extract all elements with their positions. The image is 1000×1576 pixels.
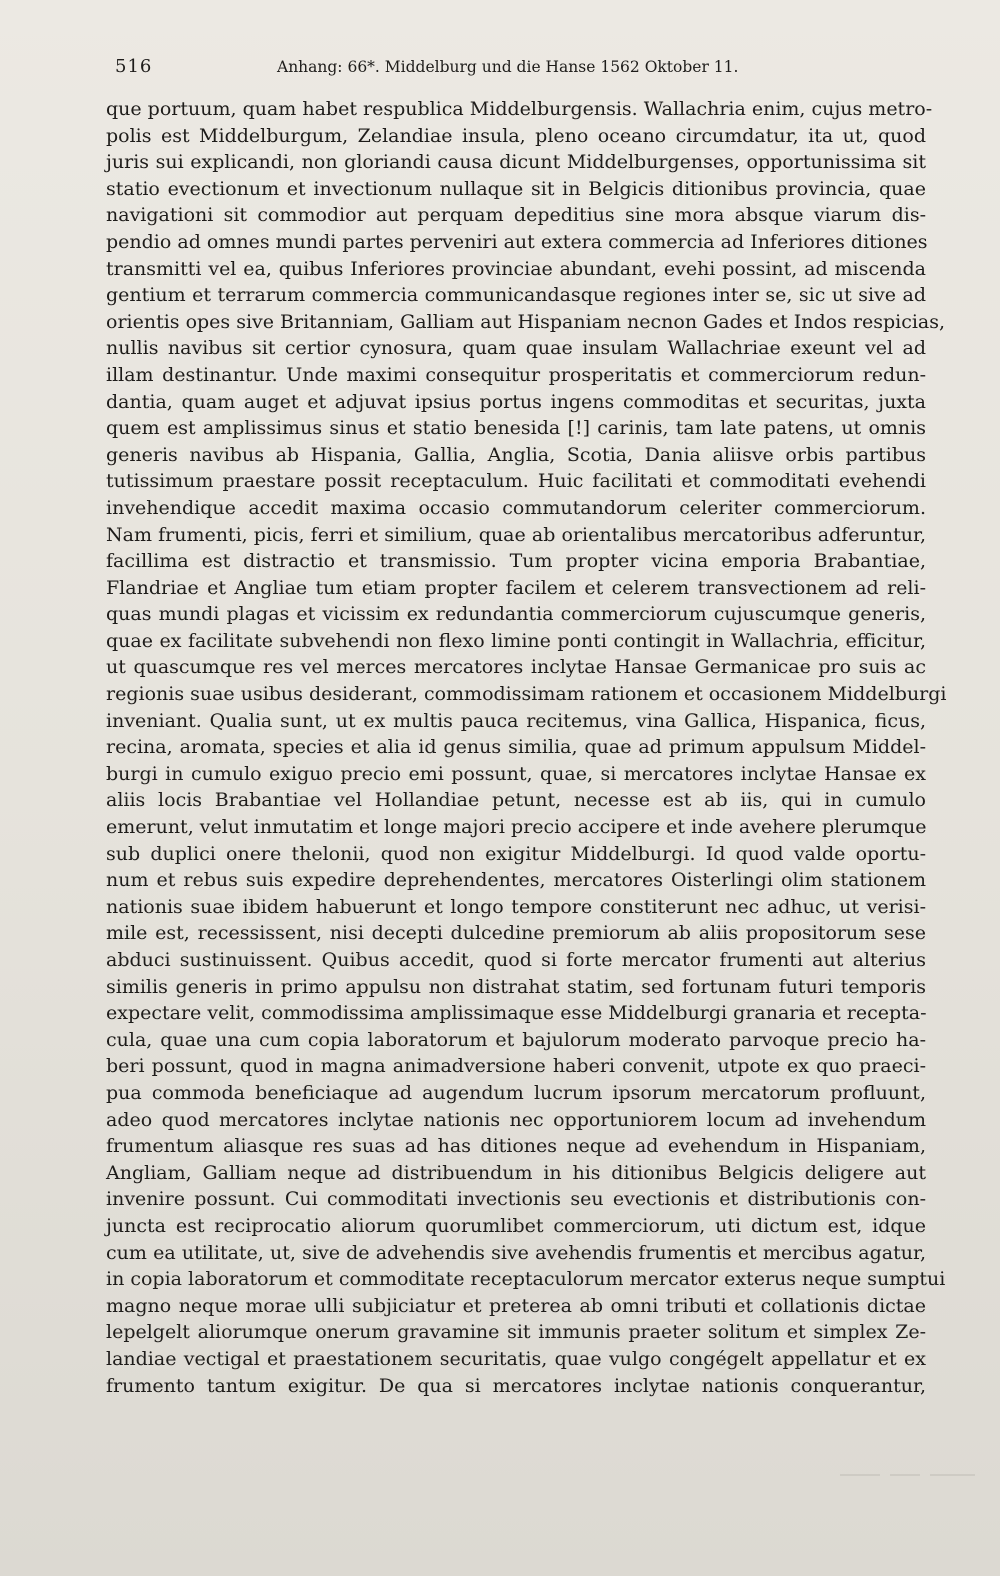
text-line: num et rebus suis expedire deprehendentes, mercatores Oisterlingi olim stationem <box>106 869 926 892</box>
text-line: inveniant. Qualia sunt, ut ex multis pauca recitemus, vina Gallica, Hispanica, ficus, <box>106 709 926 732</box>
text-line: frumento tantum exigitur. De qua si mercatores inclytae nationis conquerantur, <box>106 1374 926 1397</box>
text-line: que portuum, quam habet respublica Middelburgensis. Wallachria enim, cujus metro- <box>106 98 933 120</box>
text-line: beri possunt, quod in magna animadversione haberi convenit, utpote ex quo praeci- <box>106 1055 926 1078</box>
text-line: adeo quod mercatores inclytae nationis nec opportuniorem locum ad invehendum <box>106 1108 926 1131</box>
text-line: invenire possunt. Cui commoditati invectionis seu evectionis et distributionis con- <box>106 1188 926 1211</box>
text-line: quae ex facilitate subvehendi non flexo limine ponti contingit in Wallachria, efficitur, <box>106 629 926 652</box>
text-line: frumentum aliasque res suas ad has ditiones neque ad evehendum in Hispaniam, <box>106 1135 926 1158</box>
text-line: illam destinantur. Unde maximi consequitur prosperitatis et commerciorum redun- <box>106 363 926 386</box>
text-line: expectare velit, commodissima amplissimaque esse Middelburgi granaria et recepta- <box>106 1002 927 1025</box>
text-line: pendio ad omnes mundi partes perveniri aut extera commercia ad Inferiores ditiones <box>106 230 928 253</box>
text-line: polis est Middelburgum, Zelandiae insula, pleno oceano circumdatur, ita ut, quod <box>106 124 926 147</box>
text-line: orientis opes sive Britanniam, Galliam aut Hispaniam necnon Gades et Indos respicias, <box>106 310 946 333</box>
text-line: cum ea utilitate, ut, sive de advehendis sive avehendis frumentis et mercibus agatur, <box>106 1241 926 1264</box>
text-line: abduci sustinuissent. Quibus accedit, quod si forte mercator frumenti aut alterius <box>106 949 926 971</box>
text-line: Flandriae et Angliae tum etiam propter facilem et celerem transvectionem ad reli- <box>106 576 926 599</box>
text-line: invehendique accedit maxima occasio commutandorum celeriter commerciorum. <box>106 496 926 519</box>
text-line: mile est, recessissent, nisi decepti dulcedine premiorum ab aliis propositorum sese <box>106 922 926 945</box>
text-line: generis navibus ab Hispania, Gallia, Anglia, Scotia, Dania aliisve orbis partibus <box>106 443 926 466</box>
bleed-through-marks <box>840 1466 980 1486</box>
text-line: dantia, quam auget et adjuvat ipsius portus ingens commoditas et securitas, juxta <box>106 390 926 413</box>
text-line: similis generis in primo appulsu non distrahat statim, sed fortunam futuri temporis <box>106 975 926 998</box>
text-line: nationis suae ibidem habuerunt et longo tempore constiterunt nec adhuc, ut verisi- <box>106 895 926 918</box>
text-line: emerunt, velut inmutatim et longe majori precio accipere et inde avehere plerumque <box>106 816 927 839</box>
text-line: statio evectionum et invectionum nullaque sit in Belgicis ditionibus provincia, quae <box>106 177 926 200</box>
text-line: landiae vectigal et praestationem securitatis, quae vulgo congégelt appellatur et ex <box>106 1347 926 1370</box>
text-line: magno neque morae ulli subjiciatur et preterea ab omni tributi et collationis dictae <box>106 1294 926 1317</box>
running-title: Anhang: 66*. Middelburg und die Hanse 1562 Oktober 11. <box>277 58 739 76</box>
text-line: sub duplici onere thelonii, quod non exigitur Middelburgi. Id quod valde oportu- <box>106 842 926 865</box>
text-line: navigationi sit commodior aut perquam depeditius sine mora absque viarum dis- <box>106 204 926 227</box>
text-line: in copia laboratorum et commoditate receptaculorum mercator exterus neque sumptui <box>106 1268 946 1291</box>
text-line: aliis locis Brabantiae vel Hollandiae petunt, necesse est ab iis, qui in cumulo <box>106 789 926 812</box>
text-line: pua commoda beneficiaque ad augendum lucrum ipsorum mercatorum profluunt, <box>106 1081 926 1104</box>
text-line: quem est amplissimus sinus et statio benesida [!] carinis, tam late patens, ut omnis <box>106 417 926 440</box>
text-line: ut quascumque res vel merces mercatores inclytae Hansae Germanicae pro suis ac <box>106 656 926 679</box>
text-line: nullis navibus sit certior cynosura, quam quae insulam Wallachriae exeunt vel ad <box>106 337 926 360</box>
text-line: lepelgelt aliorumque onerum gravamine sit immunis praeter solitum et simplex Ze- <box>106 1321 926 1344</box>
page-header <box>115 56 835 86</box>
text-line: gentium et terrarum commercia communicandasque regiones inter se, sic ut sive ad <box>106 284 926 307</box>
text-line: Angliam, Galliam neque ad distribuendum in his ditionibus Belgicis deligere aut <box>106 1161 926 1184</box>
text-line: recina, aromata, species et alia id genus similia, quae ad primum appulsum Middel- <box>106 736 926 759</box>
page-number: 516 <box>115 56 153 77</box>
text-line: juris sui explicandi, non gloriandi causa dicunt Middelburgenses, opportunissima sit <box>106 151 926 174</box>
text-line: cula, quae una cum copia laboratorum et bajulorum moderato parvoque precio ha- <box>106 1028 926 1051</box>
text-line: facillima est distractio et transmissio. Tum propter vicina emporia Brabantiae, <box>106 550 926 573</box>
text-line: quas mundi plagas et vicissim ex redundantia commerciorum cujuscumque generis, <box>106 603 926 626</box>
text-line: regionis suae usibus desiderant, commodissimam rationem et occasionem Middelburgi <box>106 683 947 706</box>
body-text <box>106 96 947 1399</box>
text-line: tutissimum praestare possit receptaculum. Huic facilitati et commoditati evehendi <box>106 470 926 493</box>
text-line: Nam frumenti, picis, ferri et similium, quae ab orientalibus mercatoribus adferuntur, <box>106 523 926 546</box>
text-line: transmitti vel ea, quibus Inferiores provinciae abundant, evehi possint, ad miscenda <box>106 257 926 280</box>
text-line: burgi in cumulo exiguo precio emi possunt, quae, si mercatores inclytae Hansae ex <box>106 762 926 785</box>
text-line: juncta est reciprocatio aliorum quorumlibet commerciorum, uti dictum est, idque <box>106 1214 926 1237</box>
